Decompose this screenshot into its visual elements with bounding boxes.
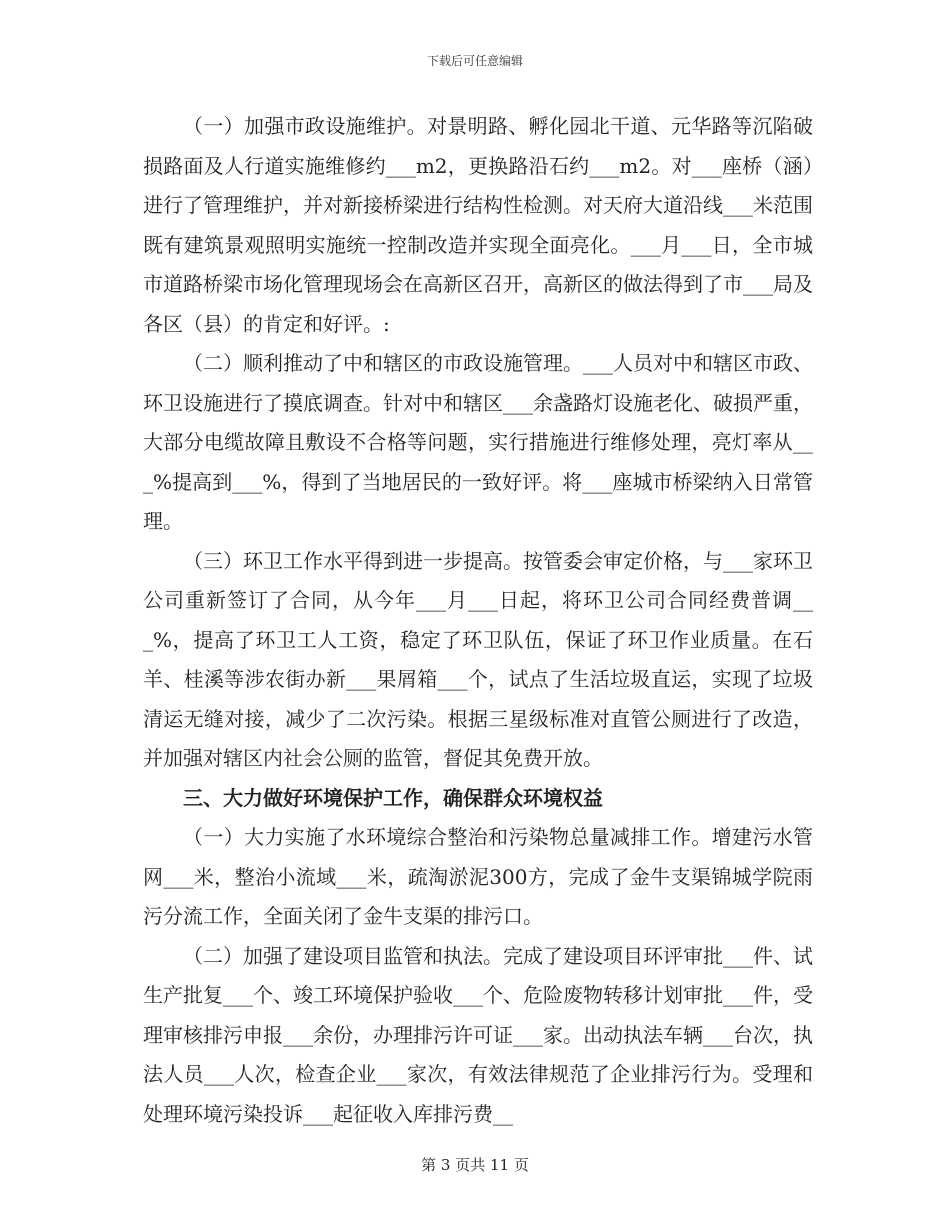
page-header: 下载后可任意编辑: [426, 54, 523, 68]
section-heading-environment: 三、大力做好环境保护工作，确保群众环境权益: [183, 785, 603, 810]
paragraph-zhonghe-management: （二）顺利推动了中和辖区的市政设施管理。___人员对中和辖区市政、环卫设施进行了摸底调查。针对中和辖区___余盏路灯设施老化、破损严重，大部分电缆故障且敷设不合格等问题，实行措施进行维修处理，亮灯率从___%提高到___%，得到了当地居民的一致好评。将___座城市桥梁纳入日常管理。: [143, 351, 813, 533]
paragraph-municipal-maintenance: （一）加强市政设施维护。对景明路、孵化园北干道、元华路等沉陷破损路面及人行道实施维修约___m2，更换路沿石约___m2。对___座桥（涵）进行了管理维护，并对新接桥梁进行结构性检测。对天府大道沿线___米范围既有建筑景观照明实施统一控制改造并实现全面亮化。___月___日，全市城市道路桥梁市场化管理现场会在高新区召开，高新区的做法得到了市___局及各区（县）的肯定和好评。:: [143, 114, 813, 336]
paragraph-water-environment: （一）大力实施了水环境综合整治和污染物总量减排工作。增建污水管网___米，整治小流域___米，疏淘淤泥300方，完成了金牛支渠锦城学院雨污分流工作，全面关闭了金牛支渠的排污口。: [143, 825, 813, 928]
paragraph-sanitation-work: （三）环卫工作水平得到进一步提高。按管委会审定价格，与___家环卫公司重新签订了合同，从今年___月___日起，将环卫公司合同经费普调___%，提高了环卫工人工资，稳定了环卫队伍，保证了环卫作业质量。在石羊、桂溪等涉农街办新___果屑箱___个，试点了生活垃圾直运，实现了垃圾清运无缝对接，减少了二次污染。根据三星级标准对直管公厕进行了改造，并加强对辖区内社会公厕的监管，督促其免费开放。: [143, 548, 813, 770]
paragraph-project-supervision: （二）加强了建设项目监管和执法。完成了建设项目环评审批___件、试生产批复___个、竣工环境保护验收___个、危险废物转移计划审批___件，受理审核排污申报___余份，办理排污许可证___家。出动执法车辆___台次，执法人员___人次，检查企业___家次，有效法律规范了企业排污行为。受理和处理环境污染投诉___起征收入库排污费__: [143, 943, 813, 1126]
page-number-footer: 第 3 页共 11 页: [421, 1156, 529, 1174]
document-body: [143, 107, 813, 1134]
